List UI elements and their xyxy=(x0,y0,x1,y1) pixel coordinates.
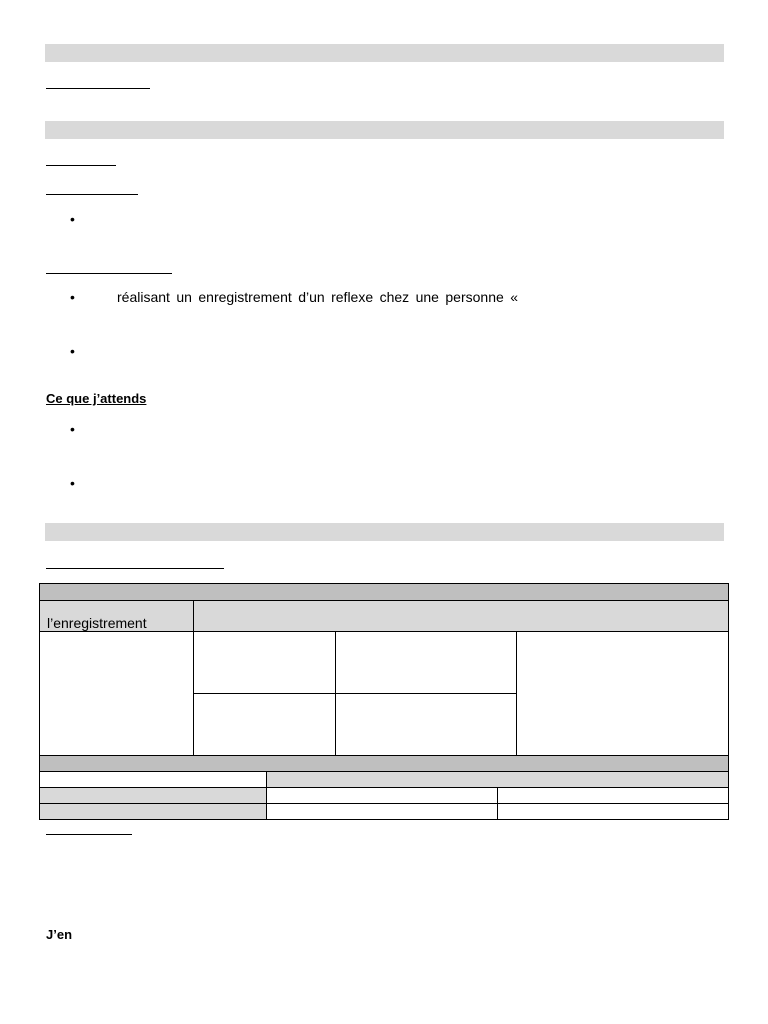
attends-heading: Ce que j’attends xyxy=(46,391,147,406)
table-header-cell-label: l’enregistrement xyxy=(47,615,147,631)
closing-text: J’en xyxy=(46,927,73,942)
table-lower-cell xyxy=(497,803,729,820)
underlined-heading-6 xyxy=(46,834,132,835)
table-body-cell xyxy=(193,631,336,694)
underlined-heading-1 xyxy=(46,88,150,89)
underlined-heading-3 xyxy=(46,194,138,195)
bullet-1: • xyxy=(70,211,75,227)
table-header-cell-right xyxy=(193,600,729,632)
section-band-2 xyxy=(45,121,724,139)
bullet-3: • xyxy=(70,343,75,359)
table-lower-cell xyxy=(39,771,267,788)
underlined-heading-5 xyxy=(46,568,224,569)
section-band-1 xyxy=(45,44,724,62)
data-table xyxy=(39,583,729,821)
table-divider-row xyxy=(39,755,729,772)
table-body-cell xyxy=(335,631,517,694)
table-body-cell-right xyxy=(516,631,729,756)
section-band-3 xyxy=(45,523,724,541)
table-body-cell-left xyxy=(39,631,194,756)
table-lower-cell xyxy=(39,803,267,820)
table-body-cell xyxy=(335,693,517,756)
table-lower-cell xyxy=(266,803,498,820)
table-lower-cell xyxy=(266,787,498,804)
underlined-heading-4 xyxy=(46,273,172,274)
table-lower-cell xyxy=(266,771,729,788)
table-header-row xyxy=(39,583,729,601)
table-body-cell xyxy=(193,693,336,756)
table-lower-cell xyxy=(497,787,729,804)
bullet-5: • xyxy=(70,475,75,491)
underlined-heading-2 xyxy=(46,165,116,166)
bullet-2-text: réalisant un enregistrement d’un reflexe chez une personne « xyxy=(117,289,518,305)
table-header-cell-left xyxy=(39,600,194,632)
bullet-2: • xyxy=(70,289,75,305)
table-lower-cell xyxy=(39,787,267,804)
bullet-4: • xyxy=(70,421,75,437)
